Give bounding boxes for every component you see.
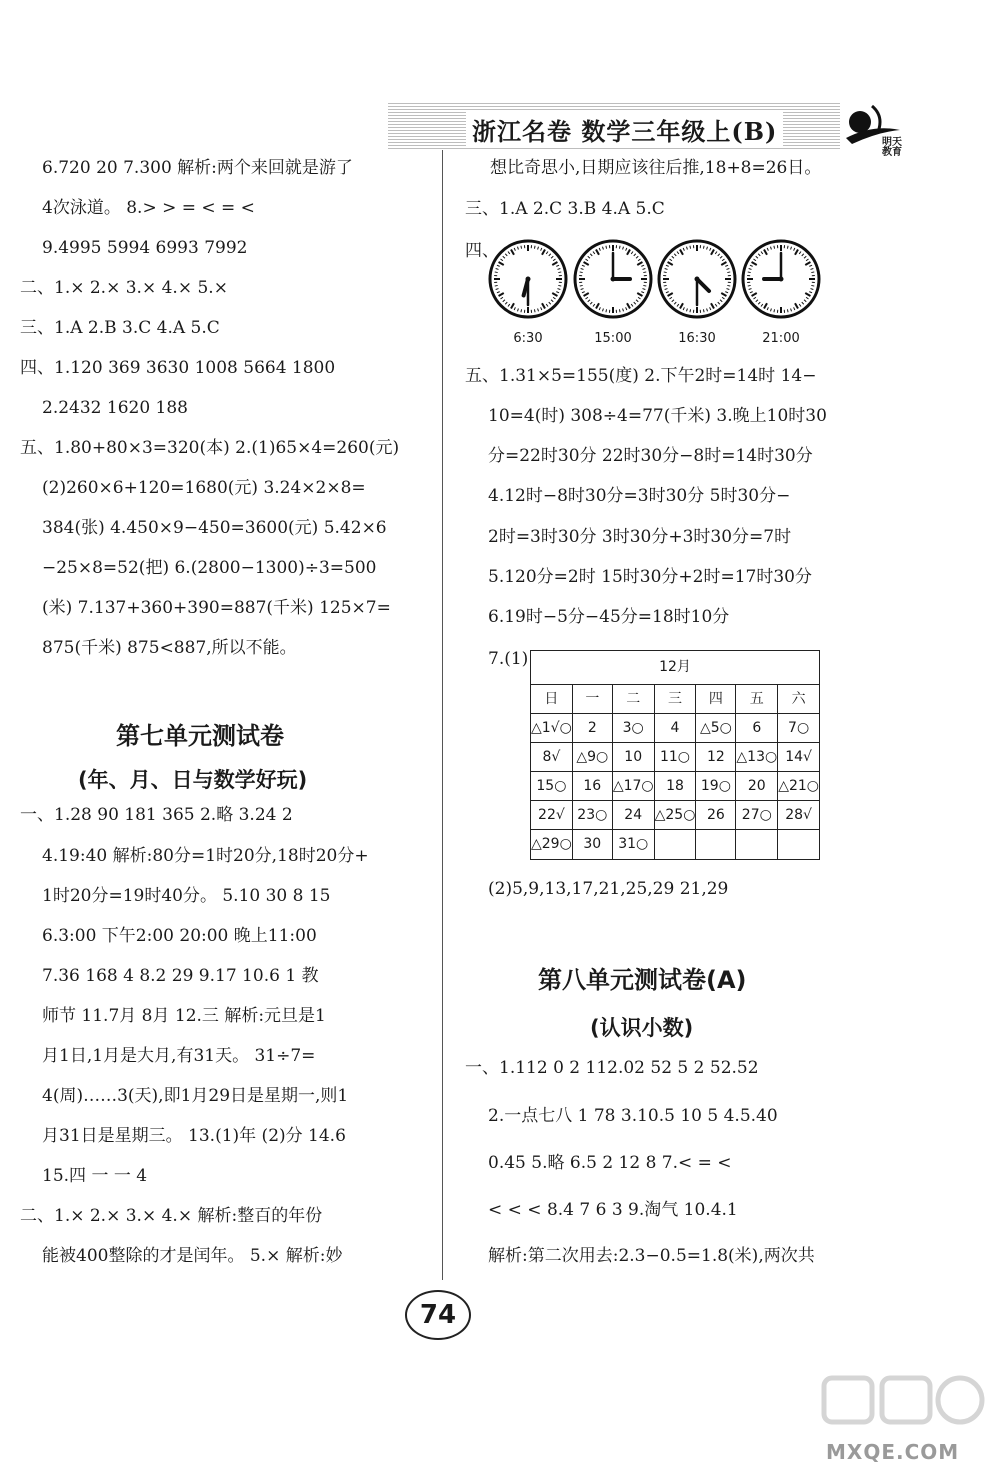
answer-line: 6.19时−5分−45分=18时10分 (488, 607, 730, 627)
calendar-weekday-header: 一 (573, 685, 613, 714)
clock-tick (690, 309, 691, 312)
calendar-day-cell: 26 (696, 801, 736, 830)
answer-line: 五、1.80+80×3=320(本) 2.(1)65×4=260(元) (20, 438, 400, 458)
clock-tick (606, 246, 607, 249)
clock-face (487, 238, 569, 320)
clock-tick (811, 272, 814, 273)
logo-text-1: 明天 (882, 137, 902, 148)
clock-center (695, 277, 700, 282)
calendar-weekday-header: 日 (531, 685, 573, 714)
calendar-day-cell: 18 (655, 772, 697, 801)
watermark-text: MXQE.COM (826, 1440, 960, 1464)
answer-line: 6.720 20 7.300 解析:两个来回就是游了 (42, 158, 353, 178)
clock-tick (558, 285, 561, 286)
calendar-day-cell: 14√ (778, 743, 819, 772)
answer-line: 二、1.× 2.× 3.× 4.× 解析:整百的年份 (20, 1206, 323, 1226)
clock-tick (703, 246, 704, 249)
answer-line: 想比奇思小,日期应该往后推,18+8=26日。 (490, 158, 822, 178)
calendar-day-cell: 4 (655, 714, 697, 743)
calendar-day-cell (736, 830, 778, 859)
answer-line: 二、1.× 2.× 3.× 4.× 5.× (20, 278, 228, 298)
clock-tick (774, 309, 775, 312)
calendar-day-cell (696, 830, 736, 859)
calendar-day-cell: 27○ (736, 801, 778, 830)
calendar-day-cell: 24 (613, 801, 655, 830)
clock-face (572, 238, 654, 320)
calendar-day-cell: △29○ (531, 830, 573, 859)
calendar-day-cell: 3○ (613, 714, 655, 743)
answer-line: 解析:第二次用去:2.3−0.5=1.8(米),两次共 (488, 1246, 815, 1266)
answer-line: 5.120分=2时 15时30分+2时=17时30分 (488, 567, 812, 587)
answer-line: (2)5,9,13,17,21,25,29 21,29 (488, 879, 729, 899)
answer-line: 875(千米) 875<887,所以不能。 (42, 638, 297, 658)
calendar-day-cell: 11○ (655, 743, 697, 772)
calendar-day-cell: 30 (573, 830, 613, 859)
answer-line: 0.45 5.略 6.5 2 12 8 7.< = < (488, 1153, 732, 1173)
answer-line: 384(张) 4.450×9−450=3600(元) 5.42×6 (42, 518, 387, 538)
calendar-day-cell: 20 (736, 772, 778, 801)
answer-line: 7.(1) (488, 649, 529, 669)
clock-tick (774, 246, 775, 249)
calendar-weekday-header: 四 (696, 685, 736, 714)
answer-line: 1时20分=19时40分。 5.10 30 8 15 (42, 886, 331, 906)
answer-line: 15.四 一 一 4 (42, 1166, 148, 1186)
answer-line: 2.2432 1620 188 (42, 398, 189, 418)
clock-tick (558, 272, 561, 273)
answer-line: 4(周)……3(天),即1月29日是星期一,则1 (42, 1086, 349, 1106)
answer-line: 一、1.112 0 2 112.02 52 5 2 52.52 (465, 1058, 759, 1078)
header-title: 浙江名卷 数学三年级上(B) (466, 112, 783, 147)
answer-line: 师节 11.7月 8月 12.三 解析:元旦是1 (42, 1006, 326, 1026)
clock-tick (727, 272, 730, 273)
calendar-grid (531, 685, 819, 859)
answer-line: < < < 8.4 7 6 3 9.淘气 10.4.1 (488, 1200, 738, 1220)
clock-tick (727, 285, 730, 286)
calendar-day-cell: 23○ (573, 801, 613, 830)
clock-tick (580, 285, 583, 286)
answer-line: 月1日,1月是大月,有31天。 31÷7= (42, 1046, 316, 1066)
calendar-day-cell: △5○ (696, 714, 736, 743)
answer-line: 4.19:40 解析:80分=1时20分,18时20分+ (42, 846, 369, 866)
clock-label: 16:30 (678, 331, 716, 346)
unit8-title: 第八单元测试卷(A) (538, 966, 747, 994)
answer-line: 10=4(时) 308÷4=77(千米) 3.晚上10时30 (488, 406, 827, 426)
calendar-day-cell: 31○ (613, 830, 655, 859)
column-divider (442, 150, 443, 1280)
calendar-day-cell: 28√ (778, 801, 819, 830)
clock-tick (534, 246, 535, 249)
calendar-title: 12月 (531, 651, 819, 685)
clock-tick (748, 285, 751, 286)
clock-tick (664, 272, 667, 273)
calendar-weekday-header: 五 (736, 685, 778, 714)
calendar-day-cell: 22√ (531, 801, 573, 830)
calendar-day-cell: 12 (696, 743, 736, 772)
calendar-day-cell: △25○ (655, 801, 697, 830)
clock-tick (643, 285, 646, 286)
clock-tick (580, 272, 583, 273)
clock-tick (606, 309, 607, 312)
clock-tick (643, 272, 646, 273)
unit7-subtitle: (年、月、日与数学好玩) (78, 768, 308, 792)
logo-text-2: 教育 (882, 147, 902, 158)
calendar-day-cell: 6 (736, 714, 778, 743)
page-number: 74 (405, 1290, 471, 1340)
answer-line: 7.36 168 4 8.2 29 9.17 10.6 1 教 (42, 966, 319, 986)
answer-line: 9.4995 5994 6993 7992 (42, 238, 248, 258)
calendar-day-cell (655, 830, 697, 859)
answer-line: 2时=3时30分 3时30分+3时30分=7时 (488, 527, 792, 547)
answer-line: 一、1.28 90 181 365 2.略 3.24 2 (20, 805, 293, 825)
answer-line: 4.12时−8时30分=3时30分 5时30分− (488, 486, 791, 506)
calendar-day-cell: 15○ (531, 772, 573, 801)
answer-line: 四、1.120 369 3630 1008 5664 1800 (20, 358, 336, 378)
clock-tick (811, 285, 814, 286)
clock-label: 21:00 (762, 331, 800, 346)
clock-tick (664, 285, 667, 286)
answer-line: 4次泳道。 8.> > = < = < (42, 198, 255, 218)
clock-center (526, 277, 531, 282)
clock-tick (787, 246, 788, 249)
clock-face (740, 238, 822, 320)
answer-line: 三、1.A 2.C 3.B 4.A 5.C (465, 199, 665, 219)
clock-tick (619, 309, 620, 312)
calendar-day-cell: △17○ (613, 772, 655, 801)
calendar-day-cell: 19○ (696, 772, 736, 801)
answer-line: −25×8=52(把) 6.(2800−1300)÷3=500 (42, 558, 377, 578)
clock-tick (521, 246, 522, 249)
clock-center (779, 277, 784, 282)
calendar-day-cell: 7○ (778, 714, 819, 743)
december-calendar (530, 650, 820, 860)
calendar-day-cell: △1√○ (531, 714, 573, 743)
clock-tick (748, 272, 751, 273)
calendar-day-cell: △13○ (736, 743, 778, 772)
calendar-weekday-header: 六 (778, 685, 819, 714)
answer-line: 6.3:00 下午2:00 20:00 晚上11:00 (42, 926, 317, 946)
clock-label: 6:30 (513, 331, 543, 346)
answer-line: (2)260×6+120=1680(元) 3.24×2×8= (42, 478, 366, 498)
answer-line: 2.一点七八 1 78 3.10.5 10 5 4.5.40 (488, 1106, 778, 1126)
calendar-day-cell: 10 (613, 743, 655, 772)
answer-line: (米) 7.137+360+390=887(千米) 125×7= (42, 598, 391, 618)
clock-tick (495, 272, 498, 273)
answer-line: 能被400整除的才是闰年。 5.× 解析:妙 (42, 1246, 343, 1266)
clock-tick (534, 309, 535, 312)
clock-tick (495, 285, 498, 286)
answer-line: 四、 (465, 241, 499, 261)
answer-line: 分=22时30分 22时30分−8时=14时30分 (488, 446, 813, 466)
calendar-day-cell: △9○ (573, 743, 613, 772)
clock-tick (521, 309, 522, 312)
calendar-day-cell: 8√ (531, 743, 573, 772)
answer-line: 月31日是星期三。 13.(1)年 (2)分 14.6 (42, 1126, 346, 1146)
calendar-day-cell: 16 (573, 772, 613, 801)
calendar-day-cell: 2 (573, 714, 613, 743)
clock-face (656, 238, 738, 320)
calendar-day-cell (778, 830, 819, 859)
unit7-title: 第七单元测试卷 (116, 722, 284, 750)
clock-tick (703, 309, 704, 312)
unit8-subtitle: (认识小数) (590, 1016, 694, 1040)
answer-line: 五、1.31×5=155(度) 2.下午2时=14时 14− (465, 366, 817, 386)
answer-line: 三、1.A 2.B 3.C 4.A 5.C (20, 318, 220, 338)
clock-tick (787, 309, 788, 312)
clock-label: 15:00 (594, 331, 632, 346)
clock-center (611, 277, 616, 282)
calendar-day-cell: △21○ (778, 772, 819, 801)
logo-text (882, 138, 902, 158)
clock-tick (690, 246, 691, 249)
calendar-weekday-header: 二 (613, 685, 655, 714)
calendar-weekday-header: 三 (655, 685, 697, 714)
clock-tick (619, 246, 620, 249)
